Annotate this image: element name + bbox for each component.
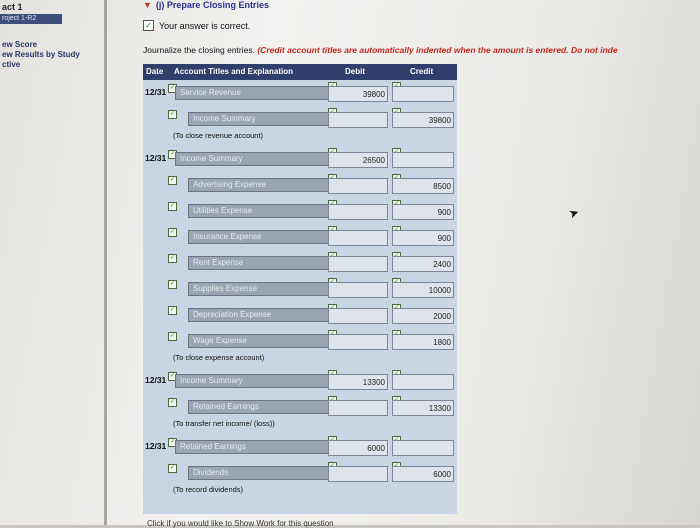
debit-input[interactable] xyxy=(328,178,388,194)
debit-input[interactable] xyxy=(328,400,388,416)
sidebar-link-view-score[interactable]: ew Score xyxy=(2,40,38,49)
sidebar-link-view-results[interactable]: ew Results by Study xyxy=(2,50,80,59)
header-date: Date xyxy=(146,67,164,76)
journal-row xyxy=(143,330,457,354)
account-check-icon: ✓ xyxy=(169,177,176,183)
debit-input[interactable]: 6000 xyxy=(328,440,388,456)
journal-row xyxy=(143,174,457,198)
account-select-value: Advertising Expense xyxy=(193,180,266,189)
credit-input[interactable]: 1800 xyxy=(392,334,454,350)
debit-input[interactable]: 13300 xyxy=(328,374,388,390)
account-check-icon: ✓ xyxy=(169,373,176,379)
account-select-value: Retained Earnings xyxy=(180,442,246,451)
account-check-icon: ✓ xyxy=(169,111,176,117)
left-sidebar xyxy=(0,0,104,525)
journal-row xyxy=(143,82,457,106)
journal-row xyxy=(143,200,457,224)
sidebar-subtitle[interactable]: roject 1-R2 xyxy=(0,14,62,24)
status-text: Your answer is correct. xyxy=(159,20,251,31)
mouse-cursor-icon: ➤ xyxy=(566,204,582,222)
instructions-note: (Credit account titles are automatically indented when the amount is entered. Do not inde xyxy=(257,45,618,55)
account-select[interactable] xyxy=(175,374,353,388)
table-header xyxy=(143,64,457,80)
journal-row xyxy=(143,278,457,302)
sidebar-divider xyxy=(104,0,107,525)
entry-date: 12/31 xyxy=(145,375,167,385)
debit-input[interactable] xyxy=(328,466,388,482)
account-select-value: Wage Expense xyxy=(193,336,247,345)
account-select-value: Retained Earnings xyxy=(193,402,259,411)
account-select-value: Supplies Expense xyxy=(193,284,258,293)
journal-row xyxy=(143,436,457,460)
credit-input[interactable]: 900 xyxy=(392,230,454,246)
credit-input[interactable]: 10000 xyxy=(392,282,454,298)
debit-input[interactable]: 39800 xyxy=(328,86,388,102)
credit-input[interactable]: 2400 xyxy=(392,256,454,272)
debit-input[interactable] xyxy=(328,308,388,324)
account-select-value: Utilities Expense xyxy=(193,206,253,215)
account-check-icon: ✓ xyxy=(169,307,176,313)
header-account: Account Titles and Explanation xyxy=(174,67,293,76)
account-check-icon: ✓ xyxy=(169,229,176,235)
entry-explanation: (To transfer net income/ (loss)) xyxy=(173,419,275,428)
header-debit: Debit xyxy=(345,67,365,76)
account-check-icon: ✓ xyxy=(169,85,176,91)
entry-explanation: (To close revenue account) xyxy=(173,131,264,140)
account-select-value: Rent Expense xyxy=(193,258,244,267)
journal-table xyxy=(143,64,457,514)
credit-input[interactable]: 13300 xyxy=(392,400,454,416)
journal-row xyxy=(143,108,457,132)
account-select-value: Dividends xyxy=(193,468,229,477)
journal-row xyxy=(143,370,457,394)
account-select-value: Income Summary xyxy=(180,376,243,385)
journal-row xyxy=(143,226,457,250)
credit-input[interactable] xyxy=(392,440,454,456)
debit-input[interactable] xyxy=(328,112,388,128)
credit-input[interactable]: 6000 xyxy=(392,466,454,482)
account-select-value: Income Summary xyxy=(193,114,256,123)
debit-input[interactable] xyxy=(328,230,388,246)
account-select-value: Insurance Expense xyxy=(193,232,262,241)
journal-row xyxy=(143,462,457,486)
account-select-value: Depreciation Expense xyxy=(193,310,272,319)
checkmark-icon: ✓ xyxy=(143,20,154,31)
show-work-prompt[interactable]: Click if you would like to Show Work for this question xyxy=(147,519,334,528)
credit-input[interactable] xyxy=(392,86,454,102)
debit-input[interactable] xyxy=(328,334,388,350)
credit-input[interactable] xyxy=(392,374,454,390)
account-select[interactable] xyxy=(175,440,353,454)
debit-input[interactable]: 26500 xyxy=(328,152,388,168)
sidebar-link-active[interactable]: ctive xyxy=(2,60,21,69)
credit-input[interactable]: 900 xyxy=(392,204,454,220)
account-check-icon: ✓ xyxy=(169,151,176,157)
account-select[interactable] xyxy=(175,86,353,100)
section-header[interactable] xyxy=(143,0,269,10)
debit-input[interactable] xyxy=(328,204,388,220)
instructions xyxy=(143,45,700,55)
sidebar-title: act 1 xyxy=(2,2,23,12)
header-credit: Credit xyxy=(410,67,434,76)
journal-row xyxy=(143,304,457,328)
debit-input[interactable] xyxy=(328,256,388,272)
entry-date: 12/31 xyxy=(145,87,167,97)
account-select-value: Service Revenue xyxy=(180,88,241,97)
journal-row xyxy=(143,148,457,172)
account-check-icon: ✓ xyxy=(169,203,176,209)
credit-input[interactable]: 2000 xyxy=(392,308,454,324)
entry-date: 12/31 xyxy=(145,441,167,451)
journal-row xyxy=(143,252,457,276)
entry-explanation: (To record dividends) xyxy=(173,485,244,494)
debit-input[interactable] xyxy=(328,282,388,298)
account-check-icon: ✓ xyxy=(169,465,176,471)
account-select-value: Income Summary xyxy=(180,154,243,163)
credit-input[interactable]: 39800 xyxy=(392,112,454,128)
entry-explanation: (To close expense account) xyxy=(173,353,265,362)
entry-date: 12/31 xyxy=(145,153,167,163)
account-check-icon: ✓ xyxy=(169,399,176,405)
account-select[interactable] xyxy=(175,152,353,166)
account-check-icon: ✓ xyxy=(169,333,176,339)
credit-input[interactable] xyxy=(392,152,454,168)
collapse-triangle-icon[interactable]: ▼ xyxy=(143,0,152,10)
account-check-icon: ✓ xyxy=(169,281,176,287)
account-check-icon: ✓ xyxy=(169,255,176,261)
credit-input[interactable]: 8500 xyxy=(392,178,454,194)
section-title: (j) Prepare Closing Entries xyxy=(155,0,269,10)
journal-row xyxy=(143,396,457,420)
answer-status xyxy=(143,20,250,31)
instructions-text: Journalize the closing entries. xyxy=(143,45,258,55)
account-check-icon: ✓ xyxy=(169,439,176,445)
